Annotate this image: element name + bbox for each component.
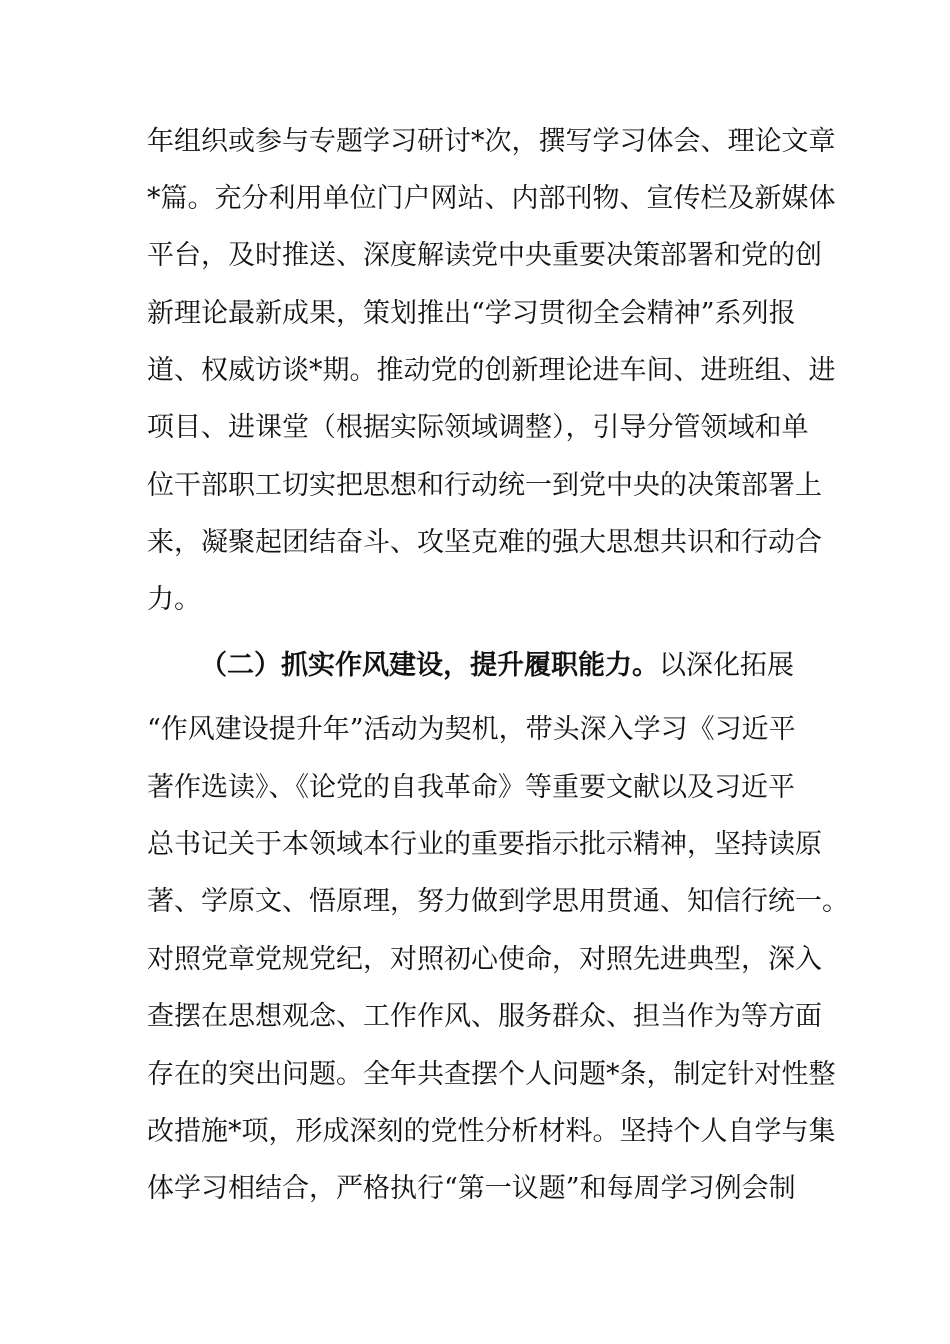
paragraph-line: “作风建设提升年”活动为契机，带头深入学习《习近平 xyxy=(147,714,796,745)
paragraph-line: 来，凝聚起团结奋斗、攻坚克难的强大思想共识和行动合 xyxy=(147,527,822,558)
paragraph-line: 对照党章党规党纪，对照初心使命，对照先进典型，深入 xyxy=(147,944,822,975)
paragraph-line: 存在的突出问题。全年共查摆个人问题*条，制定针对性整 xyxy=(147,1059,836,1090)
paragraph-line: 总书记关于本领域本行业的重要指示批示精神，坚持读原 xyxy=(147,829,822,860)
section-heading: （二）抓实作风建设，提升履职能力。 xyxy=(200,650,659,681)
paragraph-line: 平台，及时推送、深度解读党中央重要决策部署和党的创 xyxy=(147,240,822,271)
paragraph-line: 位干部职工切实把思想和行动统一到党中央的决策部署上 xyxy=(147,470,822,501)
paragraph-line: 道、权威访谈*期。推动党的创新理论进车间、进班组、进 xyxy=(147,355,836,386)
paragraph-line: 改措施*项，形成深刻的党性分析材料。坚持个人自学与集 xyxy=(147,1116,836,1147)
paragraph-line: 新理论最新成果，策划推出“学习贯彻全会精神”系列报 xyxy=(147,298,796,329)
paragraph-line: 年组织或参与专题学习研讨*次，撰写学习体会、理论文章 xyxy=(147,126,836,157)
paragraph-line: 项目、进课堂（根据实际领域调整），引导分管领域和单 xyxy=(147,412,809,443)
paragraph-line: 查摆在思想观念、工作作风、服务群众、担当作为等方面 xyxy=(147,1001,822,1032)
paragraph-line: 著作选读》、《论党的自我革命》等重要文献以及习近平 xyxy=(147,772,795,803)
paragraph-line: 体学习相结合，严格执行“第一议题”和每周学习例会制 xyxy=(147,1173,796,1204)
paragraph-line: *篇。充分利用单位门户网站、内部刊物、宣传栏及新媒体 xyxy=(147,183,836,214)
paragraph-line: 力。 xyxy=(147,584,201,615)
section-heading-rest: 以深化拓展 xyxy=(659,650,794,681)
section-heading-line xyxy=(200,648,794,684)
paragraph-line: 著、学原文、悟原理，努力做到学思用贯通、知信行统一。 xyxy=(147,886,849,917)
